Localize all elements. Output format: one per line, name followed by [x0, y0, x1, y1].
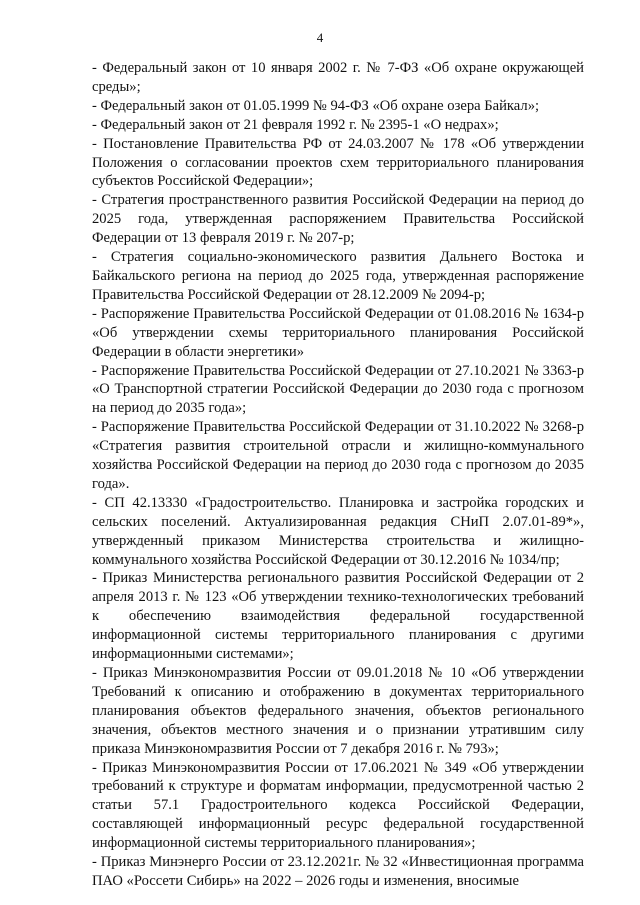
list-item: - Постановление Правительства РФ от 24.03.2007 № 178 «Об утверждении Положения о согласовании проектов схем территориального планирования субъектов Российской Федерации»; — [92, 135, 584, 190]
list-item: - Стратегия социально-экономического развития Дальнего Востока и Байкальского региона на период до 2025 года, утвержденная распоряжение Правительства Российской Федерации от 28.12.2009 № 2094-р; — [92, 249, 584, 303]
list-item: - Федеральный закон от 01.05.1999 № 94-ФЗ «Об охране озера Байкал»; — [92, 97, 540, 114]
list-item: - Приказ Минэкономразвития России от 17.06.2021 № 349 «Об утверждении требований к структуре и форматам информации, предусмотренной частью 2 статьи 57.1 Градостроительного кодекса Российской Федерации, составляющей информационный ресурс федеральной государственной информационной системы территориального планирования»; — [92, 759, 584, 852]
page-number: 4 — [316, 30, 324, 45]
list-item: - Распоряжение Правительства Российской Федерации от 01.08.2016 № 1634-р «Об утверждении схемы территориального планирования Российской Федерации в области энергетики» — [92, 305, 584, 360]
list-item: - Федеральный закон от 10 января 2002 г. № 7-ФЗ «Об охране окружающей среды»; — [92, 60, 584, 95]
list-item: - Распоряжение Правительства Российской Федерации от 31.10.2022 № 3268-р «Стратегия развития строительной отрасли и жилищно-коммунального хозяйства Российской Федерации на период до 2030 года с прогнозом до 2035 года». — [92, 419, 584, 492]
document-body — [92, 59, 584, 891]
list-item: - Стратегия пространственного развития Российской Федерации на период до 2025 года, утвержденная распоряжением Правительства Российской Федерации от 13 февраля 2019 г. № 207-р; — [92, 192, 584, 247]
list-item: - Приказ Минэкономразвития России от 09.01.2018 № 10 «Об утверждении Требований к описанию и отображению в документах территориального планирования объектов федерального значения, объектов регионального значения, объектов местного значения и о признании утратившим силу приказа Минэкономразвития России от 7 декабря 2016 г. № 793»; — [92, 665, 584, 757]
list-item: - СП 42.13330 «Градостроительство. Планировка и застройка городских и сельских поселений. Актуализированная редакция СНиП 2.07.01-89*», утвержденный приказом Министерства строительства и жилищно-коммунального хозяйства Российской Федерации от 30.12.2016 № 1034/пр; — [92, 494, 584, 568]
list-item: - Приказ Минэнерго России от 23.12.2021г. № 32 «Инвестиционная программа ПАО «Россети Сибирь» на 2022 – 2026 годы и изменения, вносимые — [92, 854, 584, 889]
list-item: - Федеральный закон от 21 февраля 1992 г. № 2395-1 «О недрах»; — [92, 116, 499, 133]
list-item: - Распоряжение Правительства Российской Федерации от 27.10.2021 № 3363-р «О Транспортной стратегии Российской Федерации до 2030 года с прогнозом на период до 2035 года»; — [92, 362, 584, 417]
list-item: - Приказ Министерства регионального развития Российской Федерации от 2 апреля 2013 г. № 123 «Об утверждении технико-технологических требований к обеспечению взаимодействия федеральной государственной информационной системы территориального планирования с другими информационными системами»; — [92, 570, 584, 663]
